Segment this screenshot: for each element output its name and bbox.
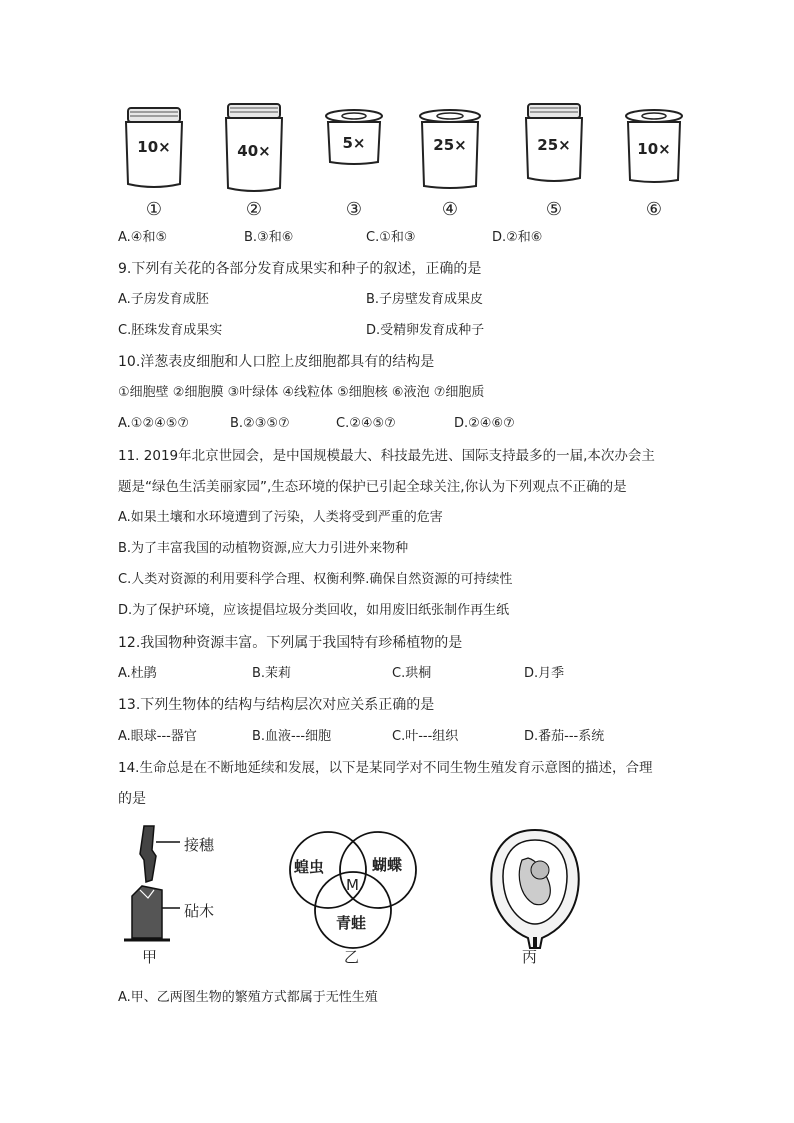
venn-butterfly-label: 蝴蝶 [372, 856, 403, 874]
q13-option-b: B.血液---细胞 [252, 729, 332, 744]
q11-stem-line2: 题是“绿色生活美丽家园”,生态环境的保护已引起全球关注,你认为下列观点不正确的是 [118, 479, 627, 495]
q12-option-d: D.月季 [524, 666, 565, 681]
fig-yi-caption: 乙 [344, 948, 360, 966]
lens-1-number: ① [145, 199, 163, 220]
q10-option-b: B.②③⑤⑦ [230, 416, 290, 431]
lens-6-number: ⑥ [645, 199, 663, 220]
q10-option-c: C.②④⑤⑦ [336, 416, 396, 431]
q9-option-c: C.胚珠发育成果实 [118, 323, 223, 338]
lens-3-mag: 5× [342, 134, 366, 152]
objective-lens-figure [110, 100, 690, 220]
rootstock-label: 砧木 [184, 902, 215, 920]
grafting-figure [118, 820, 248, 970]
lens-6 [614, 100, 694, 220]
q11-stem-line1: 11. 2019年北京世园会，是中国规模最大、科技最先进、国际支持最多的一届,本次办会主 [118, 448, 655, 464]
q10-items: ①细胞壁 ②细胞膜 ③叶绿体 ④线粒体 ⑤细胞核 ⑥液泡 ⑦细胞质 [118, 385, 485, 400]
q13-option-a: A.眼球---器官 [118, 729, 197, 744]
lens-2-mag: 40× [237, 142, 271, 160]
venn-center-m: M [346, 876, 359, 894]
q14-stem-line1: 14.生命总是在不断地延续和发展，以下是某同学对不同生物生殖发育示意图的描述，合理 [118, 760, 653, 776]
lens-4-number: ④ [441, 199, 459, 220]
lens-5-number: ⑤ [545, 199, 563, 220]
q12-option-c: C.珙桐 [392, 666, 432, 681]
lens-3 [314, 100, 394, 220]
lens-1 [114, 100, 194, 220]
lens-2-number: ② [245, 199, 263, 220]
q9-option-d: D.受精卵发育成种子 [366, 323, 485, 338]
q13-option-c: C.叶---组织 [392, 729, 459, 744]
lens-5 [514, 100, 594, 220]
q10-option-d: D.②④⑥⑦ [454, 416, 515, 431]
q12-option-b: B.茉莉 [252, 666, 292, 681]
q8-option-c: C.①和③ [366, 230, 416, 245]
q8-option-a: A.④和⑤ [118, 230, 168, 245]
q12-option-a: A.杜鹃 [118, 666, 157, 681]
q11-option-b: B.为了丰富我国的动植物资源,应大力引进外来物种 [118, 541, 409, 556]
q8-option-d: D.②和⑥ [492, 230, 543, 245]
lens-4 [410, 100, 490, 220]
q14-option-a: A.甲、乙两图生物的繁殖方式都属于无性生殖 [118, 990, 378, 1005]
q13-option-d: D.番茄---系统 [524, 729, 605, 744]
q10-stem: 10.洋葱表皮细胞和人口腔上皮细胞都具有的结构是 [118, 354, 435, 370]
lens-1-mag: 10× [137, 138, 171, 156]
lens-3-number: ③ [345, 199, 363, 220]
q11-option-d: D.为了保护环境，应该提倡垃圾分类回收，如用废旧纸张制作再生纸 [118, 603, 510, 618]
fig-bing-caption: 丙 [522, 948, 538, 966]
q12-stem: 12.我国物种资源丰富。下列属于我国特有珍稀植物的是 [118, 635, 463, 651]
q13-stem: 13.下列生物体的结构与结构层次对应关系正确的是 [118, 697, 435, 713]
q14-stem-line2: 的是 [118, 791, 146, 807]
q9-option-a: A.子房发育成胚 [118, 292, 209, 307]
q11-option-a: A.如果土壤和水环境遭到了污染，人类将受到严重的危害 [118, 510, 443, 525]
q9-option-b: B.子房壁发育成果皮 [366, 292, 484, 307]
q9-stem: 9.下列有关花的各部分发育成果实和种子的叙述，正确的是 [118, 261, 482, 277]
fig-jia-caption: 甲 [142, 948, 158, 966]
q8-option-b: B.③和⑥ [244, 230, 294, 245]
lens-6-mag: 10× [637, 140, 671, 158]
uterus-embryo-figure [480, 820, 590, 950]
venn-locust-label: 蝗虫 [294, 858, 325, 876]
lens-5-mag: 25× [537, 136, 571, 154]
scion-label: 接穗 [184, 836, 215, 854]
venn-frog-label: 青蛙 [336, 914, 367, 932]
reproduction-figures [118, 820, 588, 970]
q11-option-c: C.人类对资源的利用要科学合理、权衡利弊.确保自然资源的可持续性 [118, 572, 513, 587]
lens-4-mag: 25× [433, 136, 467, 154]
lens-2 [214, 100, 294, 220]
q10-option-a: A.①②④⑤⑦ [118, 416, 190, 431]
